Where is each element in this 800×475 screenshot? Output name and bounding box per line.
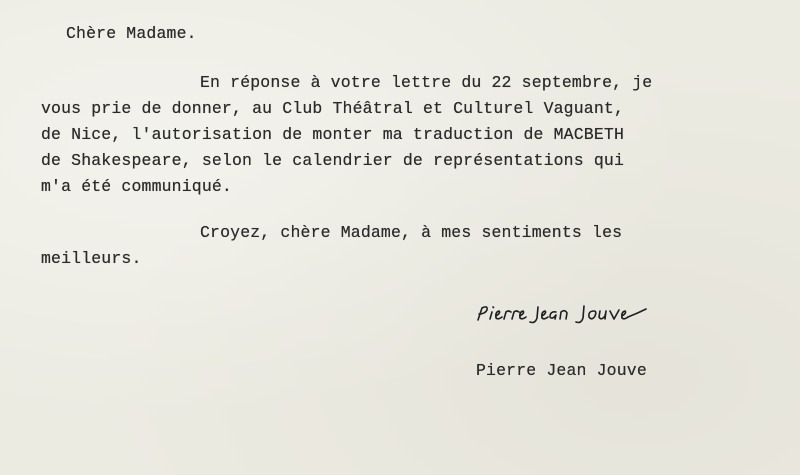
paragraph1-line1: En réponse à votre lettre du 22 septembre, je [200,73,653,92]
paragraph2-line2: meilleurs. [41,249,142,268]
signature-drawing [468,296,678,330]
paragraph1-line5: m'a été communiqué. [41,177,232,196]
paragraph1-line2: vous prie de donner, au Club Théâtral et Culturel Vaguant, [41,99,624,118]
handwritten-signature [468,296,678,330]
typed-signature: Pierre Jean Jouve [476,361,647,380]
paragraph1-line4: de Shakespeare, selon le calendrier de représentations qui [41,151,624,170]
paragraph1-line3: de Nice, l'autorisation de monter ma traduction de MACBETH [41,125,624,144]
paragraph2-line1: Croyez, chère Madame, à mes sentiments les [200,223,623,242]
salutation: Chère Madame. [66,24,197,43]
